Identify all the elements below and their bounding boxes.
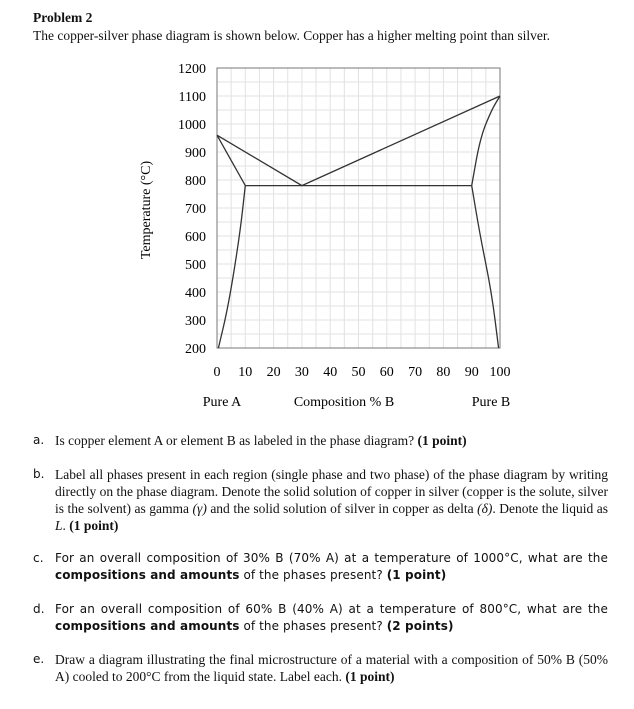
x-tick-label: 80 bbox=[436, 365, 451, 380]
y-tick-label: 1200 bbox=[178, 62, 206, 77]
y-tick-label: 400 bbox=[185, 286, 206, 301]
question-c-text-1: For an overall composition of 30% B (70% A) at a temperature of 1000°C, what are the bbox=[55, 551, 608, 565]
y-tick-label: 800 bbox=[185, 174, 206, 189]
question-d-letter: d. bbox=[33, 602, 45, 616]
x-tick-label: 60 bbox=[379, 365, 394, 380]
x-tick-label: 40 bbox=[323, 365, 338, 380]
liquid-symbol: L bbox=[55, 518, 63, 533]
x-axis-label: Composition % B bbox=[293, 395, 395, 410]
solvus-right-curve bbox=[472, 186, 499, 348]
question-c-letter: c. bbox=[33, 551, 44, 565]
question-d-text-2: of the phases present? bbox=[239, 619, 383, 633]
x-tick-label: 50 bbox=[351, 365, 366, 380]
y-axis-label: Temperature (°C) bbox=[139, 160, 154, 260]
x-tick-label: 30 bbox=[294, 365, 309, 380]
question-d-points: (2 points) bbox=[386, 619, 454, 633]
solvus-left-curve bbox=[218, 186, 245, 348]
question-b-letter: b. bbox=[33, 467, 45, 481]
question-b-text-1: Label all phases present in each region (single phase and two phase) of the phase diagram by writing directly on the phase diagram. Denote the solid solution of copper in silver (copper is the solute, silver is the solvent) as gamma bbox=[55, 467, 608, 516]
question-e bbox=[33, 651, 608, 685]
y-tick-label: 300 bbox=[185, 314, 206, 329]
question-b-points: (1 point) bbox=[69, 518, 119, 533]
question-c bbox=[33, 550, 608, 584]
x-tick-label: 100 bbox=[489, 365, 511, 380]
x-tick-label: 20 bbox=[266, 365, 281, 380]
question-b-body bbox=[55, 466, 608, 534]
y-tick-label: 900 bbox=[185, 146, 206, 161]
question-d-bold: compositions and amounts bbox=[55, 619, 240, 633]
pure-a-label: Pure A bbox=[202, 395, 242, 410]
question-a-letter: a. bbox=[33, 433, 45, 447]
x-tick-label: 10 bbox=[238, 365, 253, 380]
y-tick-label: 1100 bbox=[178, 90, 206, 105]
question-a-text: Is copper element A or element B as labeled in the phase diagram? bbox=[55, 433, 415, 448]
pure-b-label: Pure B bbox=[471, 395, 511, 410]
question-b-text-3: . Denote the liquid as bbox=[492, 501, 608, 516]
question-b-text-2: and the solid solution of silver in copper as delta bbox=[206, 501, 478, 516]
grid-lines bbox=[217, 68, 500, 348]
problem-title: Problem 2 bbox=[33, 10, 93, 25]
question-e-points: (1 point) bbox=[345, 669, 395, 684]
question-d-text-1: For an overall composition of 60% B (40% A) at a temperature of 800°C, what are the bbox=[55, 602, 608, 616]
question-c-points: (1 point) bbox=[386, 568, 447, 582]
gamma-symbol: (γ) bbox=[192, 501, 207, 516]
question-e-body bbox=[55, 651, 608, 685]
question-c-bold: compositions and amounts bbox=[55, 568, 240, 582]
y-tick-label: 500 bbox=[185, 258, 206, 273]
question-b-text-4: . bbox=[62, 518, 66, 533]
question-a-points: (1 point) bbox=[417, 433, 467, 448]
question-b bbox=[33, 466, 608, 534]
x-tick-label: 90 bbox=[464, 365, 479, 380]
question-e-text: Draw a diagram illustrating the final microstructure of a material with a composition of 50% B (50% A) cooled to 200°C from the liquid state. Label each. bbox=[55, 652, 608, 684]
problem-intro: The copper-silver phase diagram is shown below. Copper has a higher melting point than silver. bbox=[33, 28, 550, 43]
question-d bbox=[33, 601, 608, 635]
delta-symbol: (δ) bbox=[477, 501, 493, 516]
question-e-letter: e. bbox=[33, 652, 45, 666]
question-d-body bbox=[55, 601, 608, 635]
x-tick-label: 70 bbox=[408, 365, 423, 380]
question-a-body bbox=[55, 432, 608, 449]
x-tick-labels bbox=[214, 365, 511, 380]
y-tick-label: 700 bbox=[185, 202, 206, 217]
question-c-body bbox=[55, 550, 608, 584]
y-tick-label: 200 bbox=[185, 342, 206, 357]
x-tick-label: 0 bbox=[213, 365, 221, 380]
y-tick-label: 600 bbox=[185, 230, 206, 245]
question-c-text-2: of the phases present? bbox=[239, 568, 383, 582]
y-tick-label: 1000 bbox=[178, 118, 206, 133]
y-tick-labels bbox=[178, 62, 206, 357]
question-a bbox=[33, 432, 608, 449]
